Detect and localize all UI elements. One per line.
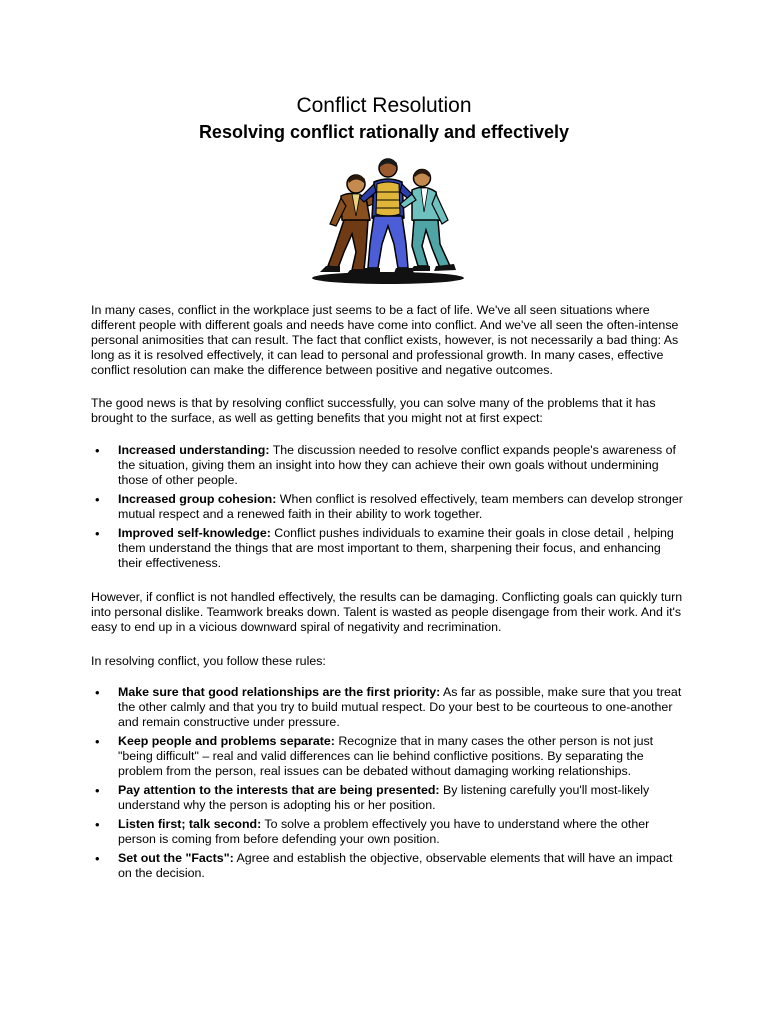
bullet-icon: • [95,685,100,700]
benefit-text: When conflict is resolved effectively, team members can develop stronger mutual respect and a renewed faith in their ability to work together. [118,492,683,521]
bullet-icon: • [95,783,100,798]
list-item [91,783,686,813]
rule-term: Set out the "Facts": [118,851,234,865]
three-businessmen-arguing-clipart-icon [308,154,464,286]
page-title: Conflict Resolution [296,94,472,117]
benefit-term: Increased understanding: [118,443,270,457]
list-item [91,734,686,779]
list-item [91,492,686,522]
good-news-paragraph: The good news is that by resolving conflict successfully, you can solve many of the problems that it has brought to the surface, as well as getting benefits that you might not at first expect: [91,396,656,425]
bullet-icon: • [95,851,100,866]
rule-text: To solve a problem effectively you have to understand where the other person is coming from before defending your own position. [118,817,650,846]
rules-list [91,685,686,881]
benefit-term: Increased group cohesion: [118,492,277,506]
rules-intro: In resolving conflict, you follow these rules: [91,654,326,668]
bullet-icon: • [95,443,100,458]
list-item [91,685,686,730]
bullet-icon: • [95,734,100,749]
rule-term: Keep people and problems separate: [118,734,335,748]
right-man-figure [400,169,456,271]
rule-term: Listen first; talk second: [118,817,262,831]
bullet-icon: • [95,526,100,541]
list-item [91,526,686,571]
benefit-text: The discussion needed to resolve conflict expands people's awareness of the situation, giving them an insight into how they can achieve their own goals without undermining those of other people. [118,443,676,487]
list-item [91,443,686,488]
benefit-text: Conflict pushes individuals to examine their goals in close detail , helping them understand the things that are most important to them, sharpening their focus, and enhancing their effectiveness. [118,526,674,570]
rule-text: Recognize that in many cases the other person is not just "being difficult" – real and valid differences can lie behind conflictive positions. By separating the problem from the person, real issues can be debated without damaging working relationships. [118,734,654,778]
rule-term: Make sure that good relationships are the first priority: [118,685,441,699]
intro-paragraph: In many cases, conflict in the workplace just seems to be a fact of life. We've all seen situations where different people with different goals and needs have come into conflict. And we've all seen the often-intense personal animosities that can result. The fact that conflict exists, however, is not necessarily a bad thing: As long as it is resolved effectively, it can lead to personal and professional growth. In many cases, effective conflict resolution can make the difference between positive and negative outcomes. [91,303,679,377]
rule-term: Pay attention to the interests that are being presented: [118,783,440,797]
list-item [91,817,686,847]
list-item [91,851,686,881]
benefits-list [91,443,686,571]
bullet-icon: • [95,492,100,507]
rule-text: Agree and establish the objective, observable elements that will have an impact on the decision. [118,851,673,880]
however-paragraph: However, if conflict is not handled effectively, the results can be damaging. Conflicting goals can quickly turn into personal dislike. Teamwork breaks down. Talent is wasted as people disengage from their work. And it's easy to end up in a vicious downward spiral of negativity and recrimination. [91,590,683,634]
rule-text: As far as possible, make sure that you treat the other calmly and that you try to build mutual respect. Do your best to be courteous to one-another and remain constructive under pressure. [118,685,682,729]
rule-text: By listening carefully you'll most-likely understand why the person is adopting his or her position. [118,783,650,812]
benefit-term: Improved self-knowledge: [118,526,271,540]
bullet-icon: • [95,817,100,832]
page-subtitle: Resolving conflict rationally and effectively [198,122,570,142]
